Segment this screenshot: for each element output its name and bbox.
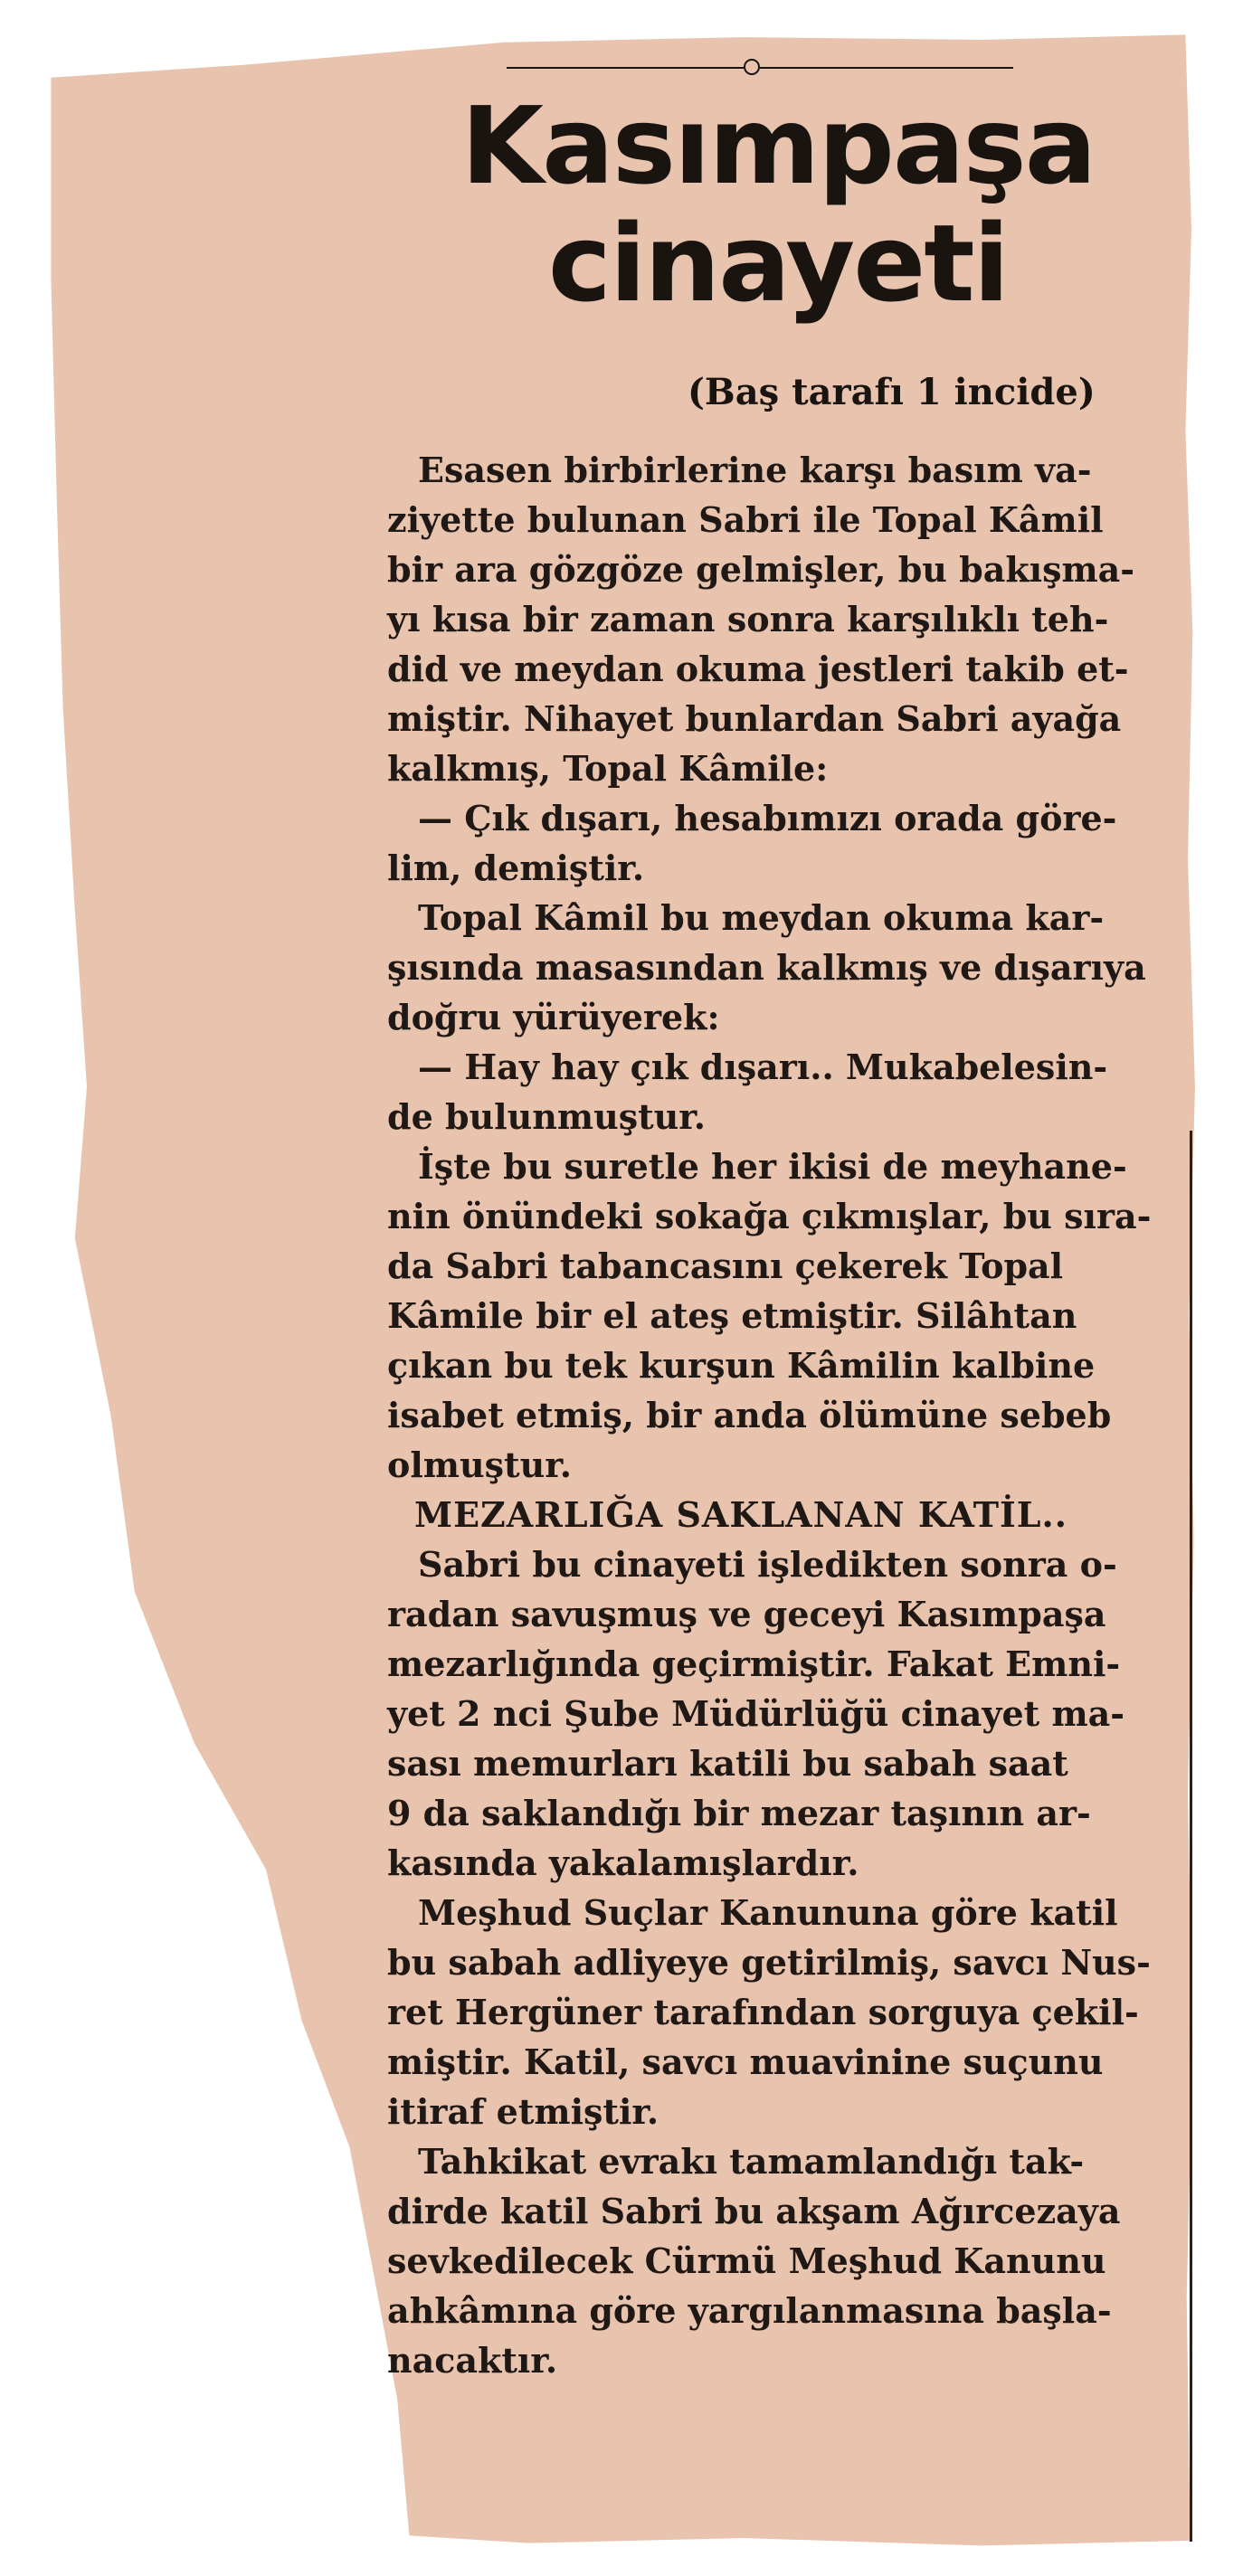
article-line: sevkedilecek Cürmü Meşhud Kanunu <box>387 2240 1106 2281</box>
article-line: ret Hergüner tarafından sorguya çekil- <box>387 1992 1139 2032</box>
article-line: did ve meydan okuma jestleri takib et- <box>387 649 1129 689</box>
article-body <box>387 445 1174 2385</box>
article-line: miştir. Katil, savcı muavinine suçunu <box>387 2041 1104 2082</box>
rule-ornament-icon <box>744 59 760 75</box>
rule-line-left <box>507 67 744 69</box>
article-line: itiraf etmiştir. <box>387 2091 659 2132</box>
article-line: olmuştur. <box>387 1444 572 1485</box>
article-line: kasında yakalamışlardır. <box>387 1842 859 1883</box>
article-line: Topal Kâmil bu meydan okuma kar- <box>418 897 1105 938</box>
continuation-note: (Baş tarafı 1 incide) <box>688 371 1096 413</box>
article-line: isabet etmiş, bir anda ölümüne sebeb <box>387 1395 1112 1435</box>
article-line: radan savuşmuş ve geceyi Kasımpaşa <box>387 1594 1106 1634</box>
headline-line-1: Kasımpaşa <box>460 83 1096 208</box>
article-line: de bulunmuştur. <box>387 1096 707 1137</box>
article-line: İşte bu suretle her ikisi de meyhane- <box>418 1146 1127 1187</box>
headline-line-2: cinayeti <box>547 200 1009 326</box>
article-line: Meşhud Suçlar Kanununa göre katil <box>418 1892 1118 1933</box>
article-line: ahkâmına göre yargılanmasına başla- <box>387 2290 1112 2331</box>
article-line: doğru yürüyerek: <box>387 997 720 1037</box>
article-line: ziyette bulunan Sabri ile Topal Kâmil <box>387 499 1104 540</box>
article-line: mezarlığında geçirmiştir. Fakat Emni- <box>387 1643 1121 1684</box>
headline <box>425 83 1131 326</box>
rule-line-right <box>760 67 1013 69</box>
article-line: bu sabah adliyeye getirilmiş, savcı Nus- <box>387 1942 1151 1983</box>
article-line: Kâmile bir el ateş etmiştir. Silâhtan <box>387 1295 1077 1336</box>
article-line: — Hay hay çık dışarı.. Mukabelesin- <box>418 1046 1108 1087</box>
section-subhead: MEZARLIĞA SAKLANAN KATİL.. <box>414 1494 1067 1535</box>
article-line: nin önündeki sokağa çıkmışlar, bu sıra- <box>387 1196 1152 1236</box>
article-line: çıkan bu tek kurşun Kâmilin kalbine <box>387 1345 1096 1386</box>
article-line: Sabri bu cinayeti işledikten sonra o- <box>418 1544 1117 1585</box>
article-line: şısında masasından kalkmış ve dışarıya <box>387 947 1146 988</box>
article-line: 9 da saklandığı bir mezar taşının ar- <box>387 1793 1091 1833</box>
article-line: Tahkikat evrakı tamamlandığı tak- <box>418 2141 1085 2182</box>
article-line: lim, demiştir. <box>387 848 645 888</box>
article-line: yı kısa bir zaman sonra karşılıklı teh- <box>387 599 1109 639</box>
ornamental-rule <box>507 59 1013 77</box>
article-line: sası memurları katili bu sabah saat <box>387 1743 1068 1784</box>
article-line: Esasen birbirlerine karşı basım va- <box>418 450 1092 490</box>
column-divider <box>1190 1131 1192 2542</box>
article-line: da Sabri tabancasını çekerek Topal <box>387 1245 1064 1286</box>
article-line: kalkmış, Topal Kâmile: <box>387 748 829 789</box>
article-line: miştir. Nihayet bunlardan Sabri ayağa <box>387 698 1122 739</box>
article-line: — Çık dışarı, hesabımızı orada göre- <box>418 798 1117 838</box>
article-line: yet 2 nci Şube Müdürlüğü cinayet ma- <box>387 1693 1125 1734</box>
article-line: dirde katil Sabri bu akşam Ağırcezaya <box>387 2191 1121 2231</box>
article-line: nacaktır. <box>387 2340 558 2381</box>
article-line: bir ara gözgöze gelmişler, bu bakışma- <box>387 549 1135 590</box>
